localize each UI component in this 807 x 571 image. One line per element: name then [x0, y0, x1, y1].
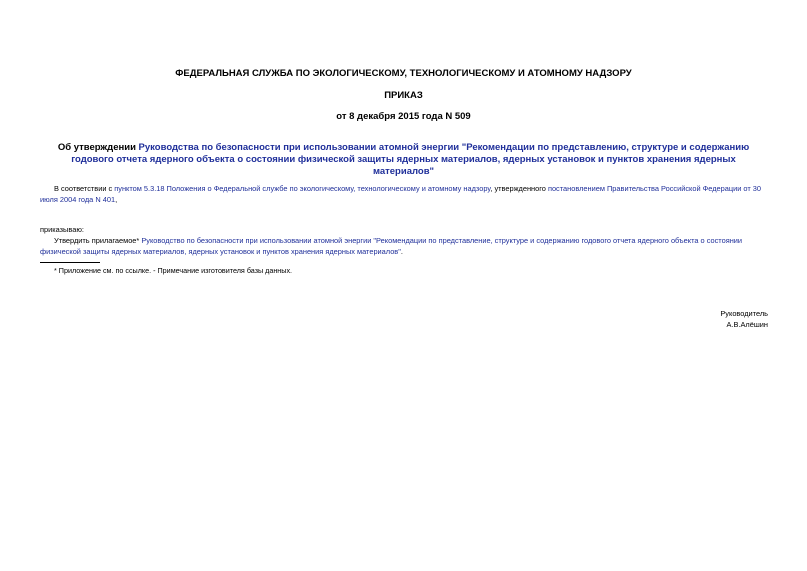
basis-paragraph [40, 183, 770, 205]
basis-text-2: , утвержденного [490, 184, 548, 193]
signature-title: Руководитель [720, 309, 768, 318]
regulation-clause-link[interactable]: пунктом 5.3.18 Положения о Федеральной службе по экологическому, технологическому и атомному надзору [114, 184, 491, 193]
signature-name: А.В.Алёшин [726, 320, 768, 329]
approve-paragraph [40, 235, 770, 257]
approve-text-2: . [400, 247, 403, 256]
guide-link[interactable]: Руководство по безопасности при использовании атомной энергии "Рекомендации по представление, структуре и содержанию годового отчета ядерного объекта о состоянии физической защиты ядерных материалов, ядерных установок и пунктов хранения ядерных материалов" [40, 236, 743, 256]
footnote-divider [40, 262, 100, 263]
footnote: * Приложение см. по ссылке. - Примечание изготовителя базы данных. [54, 266, 293, 275]
document-date: от 8 декабря 2015 года N 509 [336, 111, 471, 122]
subject-link[interactable]: Руководства по безопасности при использовании атомной энергии "Рекомендации по представлению, структуре и содержанию годового отчета ядерного объекта о состоянии физической защиты ядерных материалов, ядерных установок и пунктов хранения ядерных материалов" [71, 142, 750, 177]
document-type: ПРИКАЗ [384, 90, 423, 101]
agency-name: ФЕДЕРАЛЬНАЯ СЛУЖБА ПО ЭКОЛОГИЧЕСКОМУ, ТЕХНОЛОГИЧЕСКОМУ И АТОМНОМУ НАДЗОРУ [175, 68, 632, 79]
subject-prefix: Об утверждении [57, 142, 139, 153]
basis-text-3: , [115, 195, 118, 204]
basis-text-1: В соответствии с [54, 184, 115, 193]
government-decree-link[interactable]: постановлением Правительства Российской Федерации от 30 июля 2004 года N 401 [40, 184, 762, 204]
document-subject [40, 142, 767, 178]
approve-text-1: Утвердить прилагаемое* [54, 236, 142, 245]
order-word: приказываю: [40, 225, 84, 234]
